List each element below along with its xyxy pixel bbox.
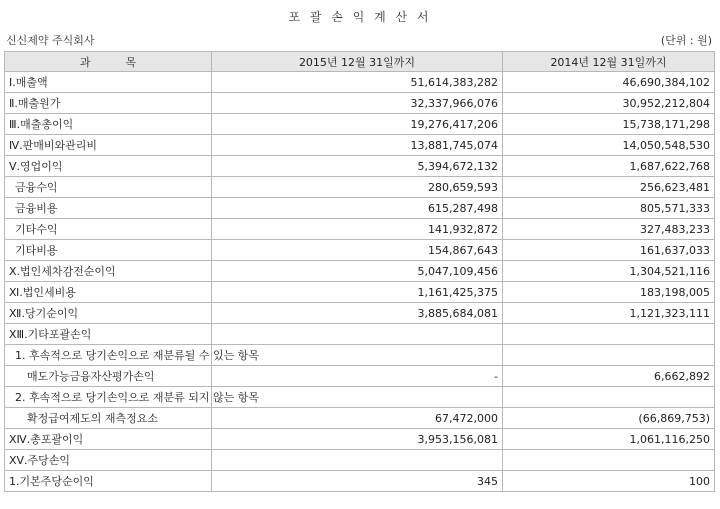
table-row	[5, 324, 715, 345]
row-label: ⅩⅣ.총포괄이익	[5, 429, 212, 450]
value-2015: 1,161,425,375	[212, 282, 503, 303]
value-2015: 5,047,109,456	[212, 261, 503, 282]
table-row	[5, 345, 715, 366]
row-label: Ⅳ.판매비와관리비	[5, 135, 212, 156]
value-2015: 13,881,745,074	[212, 135, 503, 156]
value-2014: 100	[503, 471, 715, 492]
table-row	[5, 135, 715, 156]
row-label: 확정급여제도의 재측정요소	[5, 408, 212, 429]
row-label: 2. 후속적으로 당기손익으로 재분류 되지 않는 항목	[5, 387, 212, 408]
value-2015: 3,953,156,081	[212, 429, 503, 450]
table-row	[5, 261, 715, 282]
value-2014: 30,952,212,804	[503, 93, 715, 114]
header-2014: 2014년 12월 31일까지	[503, 52, 715, 72]
row-label: Ⅻ.당기순이익	[5, 303, 212, 324]
value-2014: 1,687,622,768	[503, 156, 715, 177]
value-2014: 256,623,481	[503, 177, 715, 198]
row-label: Ⅲ.매출총이익	[5, 114, 212, 135]
value-2014: 15,738,171,298	[503, 114, 715, 135]
value-2014: (66,869,753)	[503, 408, 715, 429]
value-2015: 154,867,643	[212, 240, 503, 261]
table-row	[5, 387, 715, 408]
row-label: 기타수익	[5, 219, 212, 240]
value-2015: 51,614,383,282	[212, 72, 503, 93]
value-2015: 141,932,872	[212, 219, 503, 240]
table-row	[5, 93, 715, 114]
income-statement-table	[4, 51, 715, 492]
table-header-row	[5, 52, 715, 72]
row-label: 매도가능금융자산평가손익	[5, 366, 212, 387]
header-2015: 2015년 12월 31일까지	[212, 52, 503, 72]
value-2015: -	[212, 366, 503, 387]
value-2014: 805,571,333	[503, 198, 715, 219]
value-2015: 3,885,684,081	[212, 303, 503, 324]
unit-label: (단위 : 원)	[660, 34, 712, 47]
value-2015	[212, 324, 503, 345]
table-row	[5, 429, 715, 450]
value-2015: 67,472,000	[212, 408, 503, 429]
document-title: 포 괄 손 익 계 산 서	[288, 10, 432, 24]
row-label: Ⅺ.법인세비용	[5, 282, 212, 303]
value-2014: 1,121,323,111	[503, 303, 715, 324]
value-2014: 1,304,521,116	[503, 261, 715, 282]
row-label: 1.기본주당순이익	[5, 471, 212, 492]
value-2014: 46,690,384,102	[503, 72, 715, 93]
value-2014: 1,061,116,250	[503, 429, 715, 450]
value-2014: 183,198,005	[503, 282, 715, 303]
table-row	[5, 282, 715, 303]
value-2015: 280,659,593	[212, 177, 503, 198]
row-label: Ⅴ.영업이익	[5, 156, 212, 177]
value-2015: 19,276,417,206	[212, 114, 503, 135]
row-label: Ⅰ.매출액	[5, 72, 212, 93]
table-row	[5, 156, 715, 177]
value-2014: 14,050,548,530	[503, 135, 715, 156]
value-2014: 6,662,892	[503, 366, 715, 387]
row-label: 금융수익	[5, 177, 212, 198]
value-2014	[503, 324, 715, 345]
header-account: 과 목	[5, 52, 212, 72]
table-row	[5, 219, 715, 240]
table-row	[5, 408, 715, 429]
value-2014	[503, 345, 715, 366]
value-2015: 615,287,498	[212, 198, 503, 219]
value-2014: 327,483,233	[503, 219, 715, 240]
table-row	[5, 177, 715, 198]
table-row	[5, 366, 715, 387]
table-row	[5, 303, 715, 324]
row-label: Ⅹ.법인세차감전순이익	[5, 261, 212, 282]
table-row	[5, 450, 715, 471]
table-row	[5, 72, 715, 93]
table-row	[5, 114, 715, 135]
value-2014	[503, 450, 715, 471]
value-2014: 161,637,033	[503, 240, 715, 261]
row-label: Ⅱ.매출원가	[5, 93, 212, 114]
value-2015: 32,337,966,076	[212, 93, 503, 114]
row-label: ⅩⅤ.주당손익	[5, 450, 212, 471]
table-row	[5, 240, 715, 261]
company-name: 신신제약 주식회사	[6, 34, 95, 47]
value-2015	[212, 450, 503, 471]
row-label: ⅩⅢ.기타포괄손익	[5, 324, 212, 345]
row-label: 1. 후속적으로 당기손익으로 재분류될 수 있는 항목	[5, 345, 212, 366]
row-label: 기타비용	[5, 240, 212, 261]
table-row	[5, 471, 715, 492]
value-2015: 5,394,672,132	[212, 156, 503, 177]
value-2015: 345	[212, 471, 503, 492]
table-row	[5, 198, 715, 219]
value-2014	[503, 387, 715, 408]
row-label: 금융비용	[5, 198, 212, 219]
